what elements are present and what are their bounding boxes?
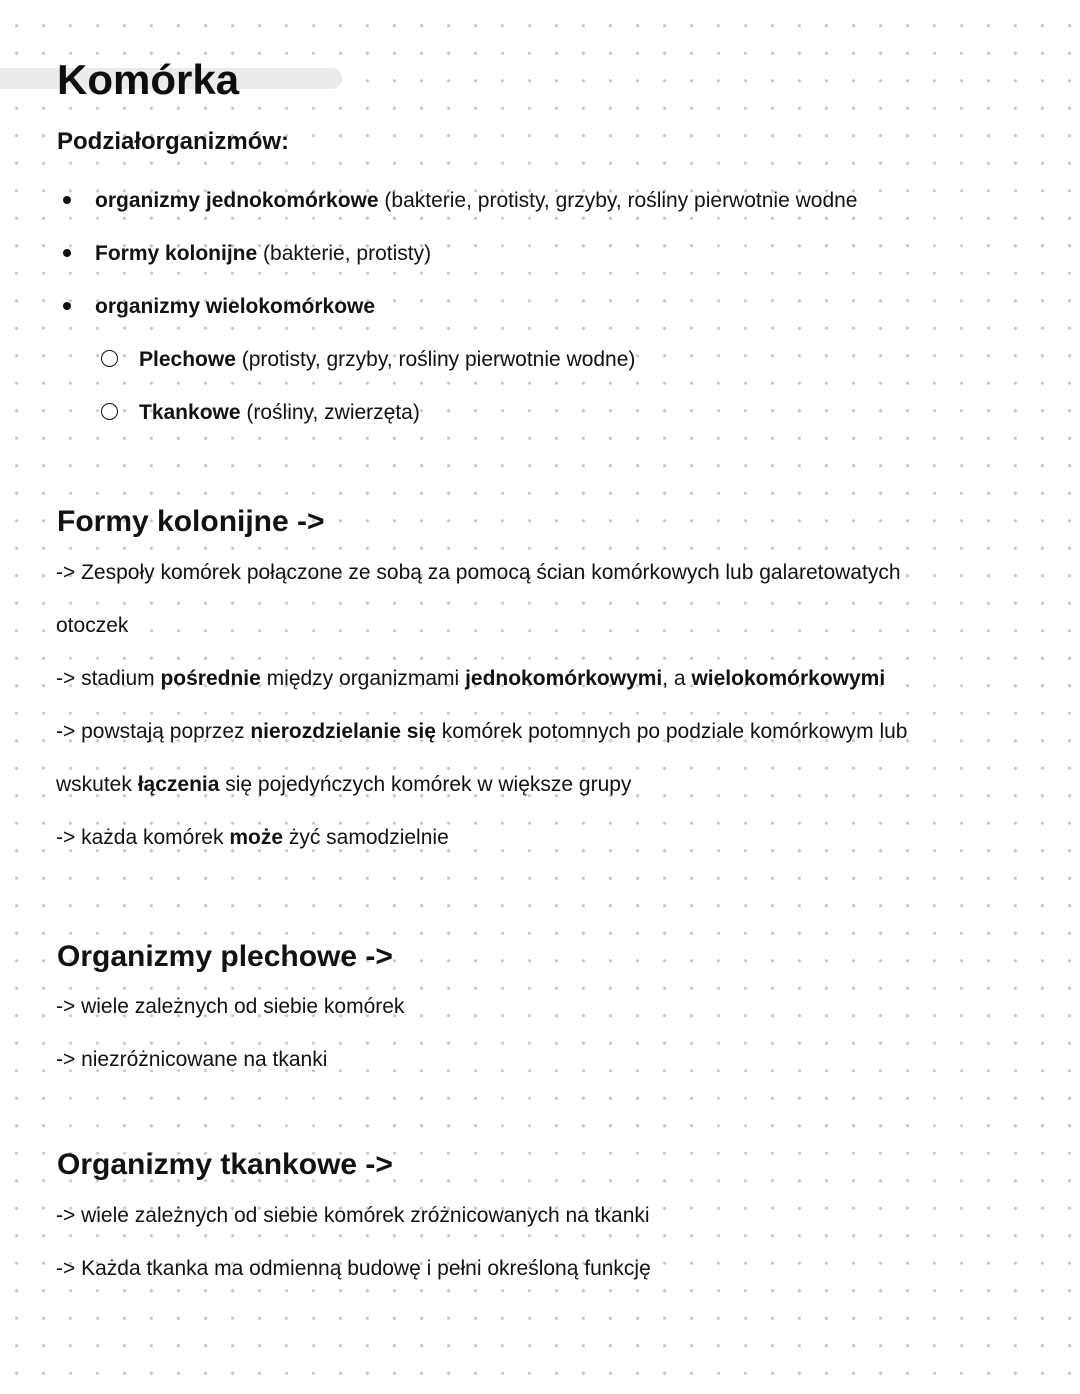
text-line xyxy=(56,599,1080,652)
subtitle: Podziałorganizmów: xyxy=(57,128,290,156)
text-run: komórek potomnych po podziale komórkowym lub xyxy=(435,719,908,743)
sub-bullet-item xyxy=(57,400,1080,425)
text-run: -> Każda tkanka ma odmienną budowę i pełni określoną funkcję xyxy=(56,1256,651,1280)
bold-text-run: łączenia xyxy=(137,772,220,796)
text-line xyxy=(56,546,1080,599)
text-run: żyć samodzielnie xyxy=(283,825,449,849)
text-run: otoczek xyxy=(56,613,129,637)
section-heading: Organizmy plechowe -> xyxy=(57,939,393,973)
text-run: się pojedyńczych komórek w większe grupy xyxy=(219,772,632,796)
text-run: (rośliny, zwierzęta) xyxy=(240,401,420,425)
bold-text-run: Plechowe xyxy=(139,348,236,372)
text-run: -> Zespoły komórek połączone ze sobą za pomocą ścian komórkowych lub galaretowatych xyxy=(56,560,901,584)
text-run: (protisty, grzyby, rośliny pierwotnie wodne) xyxy=(235,348,636,372)
bullet-text xyxy=(139,400,420,425)
disc-bullet-icon xyxy=(63,302,71,310)
section-2 xyxy=(0,940,1080,1087)
sections-container xyxy=(0,505,1080,1295)
section-heading: Organizmy tkankowe -> xyxy=(57,1148,393,1182)
bold-text-run: Tkankowe xyxy=(139,401,241,425)
disc-bullet-icon xyxy=(63,249,71,257)
bullet-text xyxy=(95,241,431,266)
text-line xyxy=(56,1033,1080,1086)
text-line xyxy=(56,980,1080,1033)
text-run: (bakterie, protisty) xyxy=(257,242,432,266)
sub-bullet-item xyxy=(57,347,1080,372)
text-run: wskutek xyxy=(56,772,138,796)
bullet-text xyxy=(95,294,375,319)
text-run: -> wiele zależnych od siebie komórek zróżnicowanych na tkanki xyxy=(56,1203,650,1227)
page-title: Komórka xyxy=(57,56,240,103)
section-body xyxy=(56,546,1080,864)
text-line xyxy=(56,705,1080,758)
text-run: -> wiele zależnych od siebie komórek xyxy=(56,995,405,1019)
bold-text-run: może xyxy=(229,825,284,849)
text-run: między organizmami xyxy=(260,666,466,690)
bullet-text xyxy=(95,188,857,213)
text-run: -> powstają poprzez xyxy=(56,719,251,743)
section-3 xyxy=(0,1148,1080,1295)
section-heading: Formy kolonijne -> xyxy=(57,505,325,539)
circle-bullet-icon xyxy=(101,403,118,420)
bold-text-run: Formy kolonijne xyxy=(95,242,258,266)
text-run: , a xyxy=(662,666,692,690)
circle-bullet-icon xyxy=(101,350,118,367)
text-run: (bakterie, protisty, grzyby, rośliny pierwotnie wodne xyxy=(378,189,858,213)
bullet-list xyxy=(57,188,1080,425)
bold-text-run: organizmy wielokomórkowe xyxy=(95,295,376,319)
bullet-text xyxy=(139,347,635,372)
bullet-item xyxy=(57,294,1080,319)
bold-text-run: nierozdzielanie się xyxy=(250,719,436,743)
text-line xyxy=(56,1242,1080,1295)
bold-text-run: jednokomórkowymi xyxy=(465,666,663,690)
bullet-item xyxy=(57,188,1080,213)
text-line xyxy=(56,652,1080,705)
section-body xyxy=(56,1189,1080,1295)
section-body xyxy=(56,980,1080,1086)
bold-text-run: organizmy jednokomórkowe xyxy=(95,189,379,213)
text-line xyxy=(56,811,1080,864)
text-run: -> niezróżnicowane na tkanki xyxy=(56,1048,328,1072)
text-run: -> stadium xyxy=(56,666,161,690)
text-line xyxy=(56,1189,1080,1242)
bold-text-run: wielokomórkowymi xyxy=(691,666,886,690)
bold-text-run: pośrednie xyxy=(160,666,261,690)
bullet-item xyxy=(57,241,1080,266)
text-line xyxy=(56,758,1080,811)
section-1 xyxy=(0,505,1080,864)
text-run: -> każda komórek xyxy=(56,825,230,849)
disc-bullet-icon xyxy=(63,196,71,204)
